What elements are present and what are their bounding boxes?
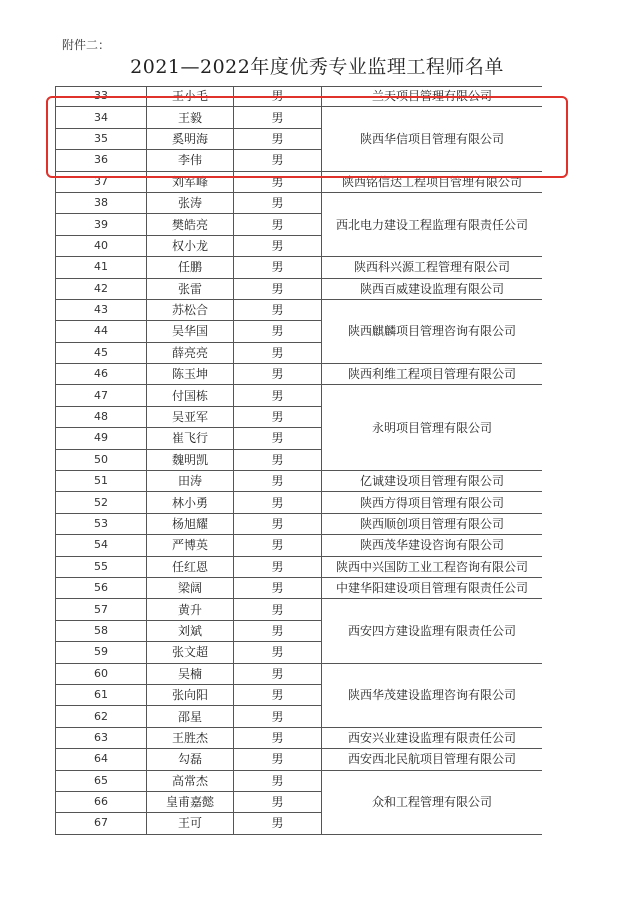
engineer-sex: 男 <box>234 684 322 705</box>
row-number: 52 <box>56 492 147 513</box>
engineer-sex: 男 <box>234 791 322 812</box>
table-row <box>56 513 543 534</box>
engineer-name: 严博英 <box>147 535 234 556</box>
engineer-name: 付国栋 <box>147 385 234 406</box>
table-row <box>56 364 543 385</box>
engineer-name: 林小勇 <box>147 492 234 513</box>
engineer-sex: 男 <box>234 449 322 470</box>
row-number: 39 <box>56 214 147 235</box>
engineer-sex: 男 <box>234 128 322 149</box>
engineer-name: 崔飞行 <box>147 428 234 449</box>
engineer-sex: 男 <box>234 706 322 727</box>
table-row <box>56 257 543 278</box>
row-number: 55 <box>56 556 147 577</box>
table-row <box>56 577 543 598</box>
table-row <box>56 192 543 213</box>
engineer-sex: 男 <box>234 214 322 235</box>
row-number: 45 <box>56 342 147 363</box>
company-name: 陕西铭信达工程项目管理有限公司 <box>322 171 543 192</box>
company-name: 永明项目管理有限公司 <box>322 385 543 471</box>
row-number: 35 <box>56 128 147 149</box>
engineer-name: 权小龙 <box>147 235 234 256</box>
engineer-name: 张雷 <box>147 278 234 299</box>
row-number: 34 <box>56 107 147 128</box>
engineer-name: 皇甫嘉懿 <box>147 791 234 812</box>
engineer-sex: 男 <box>234 171 322 192</box>
highlight-box <box>46 96 568 178</box>
engineer-name: 吴楠 <box>147 663 234 684</box>
engineer-sex: 男 <box>234 364 322 385</box>
row-number: 46 <box>56 364 147 385</box>
company-name: 兰天项目管理有限公司 <box>322 86 543 107</box>
table-row <box>56 556 543 577</box>
row-number: 61 <box>56 684 147 705</box>
engineer-sex: 男 <box>234 235 322 256</box>
engineer-name: 张文超 <box>147 642 234 663</box>
row-number: 41 <box>56 257 147 278</box>
engineer-name: 高常杰 <box>147 770 234 791</box>
row-number: 38 <box>56 192 147 213</box>
engineer-name: 田涛 <box>147 471 234 492</box>
engineer-sex: 男 <box>234 385 322 406</box>
engineer-name: 吴华国 <box>147 321 234 342</box>
engineer-sex: 男 <box>234 86 322 107</box>
row-number: 59 <box>56 642 147 663</box>
roster-table-body <box>56 86 543 834</box>
engineer-sex: 男 <box>234 727 322 748</box>
engineer-sex: 男 <box>234 813 322 834</box>
row-number: 33 <box>56 86 147 107</box>
row-number: 50 <box>56 449 147 470</box>
engineer-sex: 男 <box>234 513 322 534</box>
row-number: 66 <box>56 791 147 812</box>
row-number: 36 <box>56 150 147 171</box>
engineer-sex: 男 <box>234 642 322 663</box>
engineer-sex: 男 <box>234 663 322 684</box>
company-name: 陕西顺创项目管理有限公司 <box>322 513 543 534</box>
engineer-sex: 男 <box>234 535 322 556</box>
company-name: 陕西方得项目管理有限公司 <box>322 492 543 513</box>
page-title: 2021—2022年度优秀专业监理工程师名单 <box>130 56 504 78</box>
company-name: 西北电力建设工程监理有限责任公司 <box>322 192 543 256</box>
engineer-name: 任鹏 <box>147 257 234 278</box>
engineer-name: 苏松合 <box>147 299 234 320</box>
engineer-name: 杨旭耀 <box>147 513 234 534</box>
engineer-name: 王胜杰 <box>147 727 234 748</box>
attachment-label: 附件二： <box>62 38 111 52</box>
row-number: 67 <box>56 813 147 834</box>
engineer-name: 王可 <box>147 813 234 834</box>
table-row <box>56 727 543 748</box>
engineer-sex: 男 <box>234 428 322 449</box>
engineer-name: 奚明海 <box>147 128 234 149</box>
engineer-name: 樊皓亮 <box>147 214 234 235</box>
engineer-name: 梁阔 <box>147 577 234 598</box>
company-name: 中建华阳建设项目管理有限责任公司 <box>322 577 543 598</box>
row-number: 42 <box>56 278 147 299</box>
row-number: 53 <box>56 513 147 534</box>
engineer-sex: 男 <box>234 599 322 620</box>
engineer-name: 李伟 <box>147 150 234 171</box>
row-number: 65 <box>56 770 147 791</box>
company-name: 陕西华茂建设监理咨询有限公司 <box>322 663 543 727</box>
table-row <box>56 385 543 406</box>
company-name: 陕西利维工程项目管理有限公司 <box>322 364 543 385</box>
row-number: 63 <box>56 727 147 748</box>
company-name: 陕西华信项目管理有限公司 <box>322 107 543 171</box>
table-row <box>56 749 543 770</box>
engineer-name: 陈玉坤 <box>147 364 234 385</box>
table-row <box>56 299 543 320</box>
table-top-rule <box>55 86 542 87</box>
table-row <box>56 278 543 299</box>
row-number: 56 <box>56 577 147 598</box>
engineer-sex: 男 <box>234 556 322 577</box>
engineer-sex: 男 <box>234 192 322 213</box>
row-number: 60 <box>56 663 147 684</box>
row-number: 44 <box>56 321 147 342</box>
row-number: 57 <box>56 599 147 620</box>
engineer-sex: 男 <box>234 342 322 363</box>
company-name: 西安兴业建设监理有限责任公司 <box>322 727 543 748</box>
engineer-name: 魏明凯 <box>147 449 234 470</box>
engineer-sex: 男 <box>234 577 322 598</box>
company-name: 陕西百威建设监理有限公司 <box>322 278 543 299</box>
company-name: 陕西中兴国防工业工程咨询有限公司 <box>322 556 543 577</box>
engineer-sex: 男 <box>234 150 322 171</box>
row-number: 48 <box>56 406 147 427</box>
table-row <box>56 663 543 684</box>
row-number: 58 <box>56 620 147 641</box>
engineer-name: 王毅 <box>147 107 234 128</box>
engineer-sex: 男 <box>234 749 322 770</box>
table-row <box>56 471 543 492</box>
row-number: 54 <box>56 535 147 556</box>
engineer-sex: 男 <box>234 321 322 342</box>
table-row <box>56 770 543 791</box>
company-name: 陕西麒麟项目管理咨询有限公司 <box>322 299 543 363</box>
engineer-name: 张涛 <box>147 192 234 213</box>
row-number: 62 <box>56 706 147 727</box>
company-name: 亿诚建设项目管理有限公司 <box>322 471 543 492</box>
engineer-sex: 男 <box>234 471 322 492</box>
row-number: 40 <box>56 235 147 256</box>
row-number: 51 <box>56 471 147 492</box>
engineer-name: 刘军峰 <box>147 171 234 192</box>
engineer-name: 任红恩 <box>147 556 234 577</box>
company-name: 陕西科兴源工程管理有限公司 <box>322 257 543 278</box>
row-number: 49 <box>56 428 147 449</box>
engineer-sex: 男 <box>234 257 322 278</box>
row-number: 37 <box>56 171 147 192</box>
engineer-sex: 男 <box>234 492 322 513</box>
engineer-name: 薛亮亮 <box>147 342 234 363</box>
company-name: 众和工程管理有限公司 <box>322 770 543 834</box>
engineer-name: 邵星 <box>147 706 234 727</box>
row-number: 43 <box>56 299 147 320</box>
engineer-sex: 男 <box>234 299 322 320</box>
engineer-sex: 男 <box>234 770 322 791</box>
engineer-sex: 男 <box>234 620 322 641</box>
engineer-sex: 男 <box>234 107 322 128</box>
engineer-name: 黄升 <box>147 599 234 620</box>
table-row <box>56 535 543 556</box>
engineer-sex: 男 <box>234 278 322 299</box>
table-row <box>56 599 543 620</box>
engineer-sex: 男 <box>234 406 322 427</box>
company-name: 西安四方建设监理有限责任公司 <box>322 599 543 663</box>
company-name: 陕西茂华建设咨询有限公司 <box>322 535 543 556</box>
table-row <box>56 492 543 513</box>
row-number: 64 <box>56 749 147 770</box>
row-number: 47 <box>56 385 147 406</box>
roster-table-container <box>55 86 542 839</box>
roster-table <box>55 86 542 835</box>
engineer-name: 勾磊 <box>147 749 234 770</box>
engineer-name: 吴亚军 <box>147 406 234 427</box>
engineer-name: 王小毛 <box>147 86 234 107</box>
engineer-name: 张向阳 <box>147 684 234 705</box>
engineer-name: 刘斌 <box>147 620 234 641</box>
company-name: 西安西北民航项目管理有限公司 <box>322 749 543 770</box>
